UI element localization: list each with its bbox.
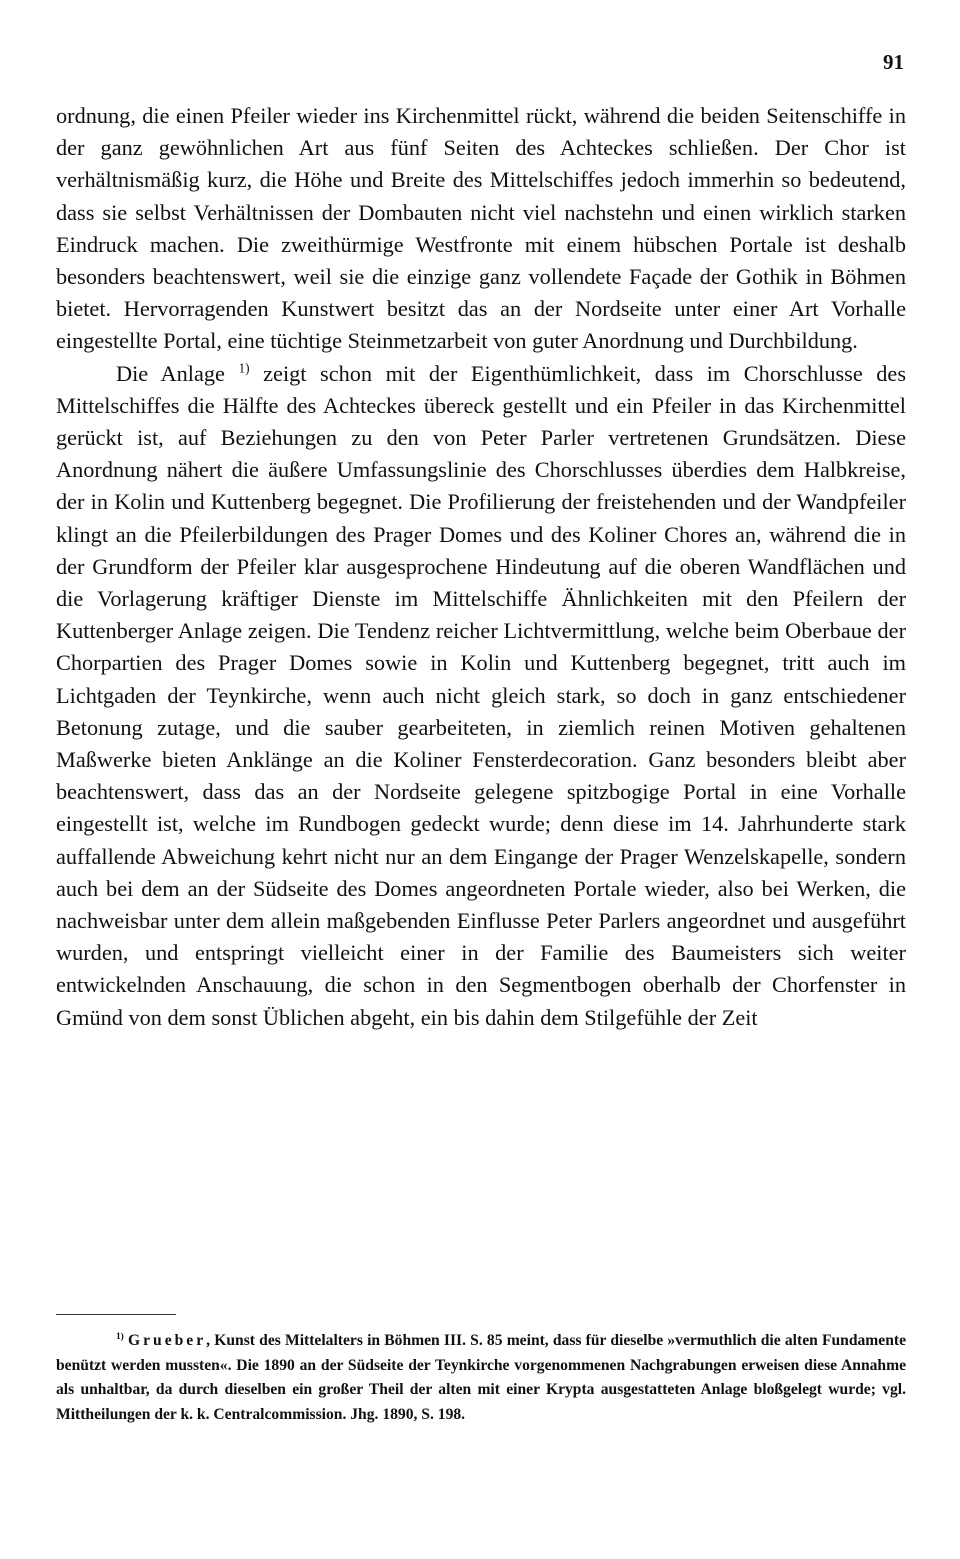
footnotes <box>56 1329 906 1427</box>
footnote-1 <box>56 1329 906 1427</box>
paragraph-2-rest: zeigt schon mit der Eigenthümlichkeit, dass im Chorschlusse des Mittelschiffes die Hälfte des Achteckes übereck gestellt und ein Pfeiler in das Kirchenmittel gerückt ist, auf Beziehungen zu den von Peter Parler vertretenen Grundsätzen. Diese Anordnung nähert die äußere Umfassungslinie des Chorschlusses überdies dem Halbkreise, der in Kolin und Kuttenberg begegnet. Die Profilierung der freistehenden und der Wandpfeiler klingt an die Pfeilerbildungen des Prager Domes und des Koliner Chores an, während die in der Grundform der Pfeiler klar ausgesprochene Hindeutung auf die oberen Wandflächen und die Vorlagerung kräftiger Dienste im Mittelschiffe Ähnlichkeiten mit den Pfeilern der Kuttenberger Anlage zeigen. Die Tendenz reicher Lichtvermittlung, welche beim Oberbaue der Chorpartien des Prager Domes sowie in Kolin und Kuttenberg begegnet, tritt auch im Lichtgaden der Teynkirche, wenn auch nicht gleich stark, so doch in ganz entschiedener Betonung zutage, und die sauber gearbeiteten, in ziemlich reinen Motiven gehaltenen Maßwerke bieten Anklänge an die Koliner Fensterdecoration. Ganz besonders bleibt aber beachtenswert, dass das an der Nordseite gelegene spitzbogige Portal in eine Vorhalle eingestellt ist, welche im Rundbogen gedeckt wurde; denn diese im 14. Jahrhunderte stark auffallende Abweichung kehrt nicht nur an dem Eingange der Prager Wenzelskapelle, sondern auch bei dem an der Südseite des Domes angeordneten Portale wieder, also bei Werken, die nachweisbar unter dem allein maßgebenden Einflusse Peter Parlers angeordnet und ausgeführt wurden, und entspringt vielleicht einer in der Familie des Baumeisters sich weiter entwickelnden Anschauung, die schon in den Segmentbogen oberhalb der Chorfenster in Gmünd von dem sonst Üblichen abgeht, ein bis dahin dem Stilgefühle der Zeit <box>56 360 906 1030</box>
page-number: 91 <box>883 50 904 74</box>
footnote-reference: 1) <box>238 360 250 376</box>
footnote-text: , Kunst des Mittelalters in Böhmen III. S. 85 meint, dass für dieselbe »vermuthlich die alten Fundamente benützt werden mussten«. Die 1890 an der Südseite der Teynkirche vorgenommenen Nachgrabungen erweisen diese Annahme als unhaltbar, da durch dieselben ein großer Theil der alten mit einer Krypta ausgestatteten Anlage bloßgelegt wurde; vgl. Mittheilungen der k. k. Centralcommission. Jhg. 1890, S. 198. <box>56 1332 906 1423</box>
footnote-divider <box>56 1314 176 1315</box>
main-text <box>56 100 906 1034</box>
paragraph-2-start: Die Anlage <box>116 360 225 386</box>
paragraph-1: ordnung, die einen Pfeiler wieder ins Kirchenmittel rückt, während die beiden Seitenschiffe in der ganz gewöhnlichen Art aus fünf Seiten des Achteckes schließen. Der Chor ist verhältnismäßig kurz, die Höhe und Breite des Mittelschiffes jedoch immerhin so bedeutend, dass sie selbst Verhältnissen der Dombauten nicht viel nachstehn und einen wirklich starken Eindruck machen. Die zweithürmige Westfronte mit einem hübschen Portale ist deshalb besonders beachtenswert, weil sie die einzige ganz vollendete Façade der Gothik in Böhmen bietet. Hervorragenden Kunstwert besitzt das an der Nordseite unter einer Art Vorhalle eingestellte Portal, eine tüchtige Steinmetzarbeit von guter Anordnung und Durchbildung. <box>56 103 906 354</box>
footnote-marker: 1) <box>116 1331 124 1342</box>
footnote-author: Grueber <box>127 1332 207 1349</box>
paragraph-2 <box>56 358 906 1034</box>
